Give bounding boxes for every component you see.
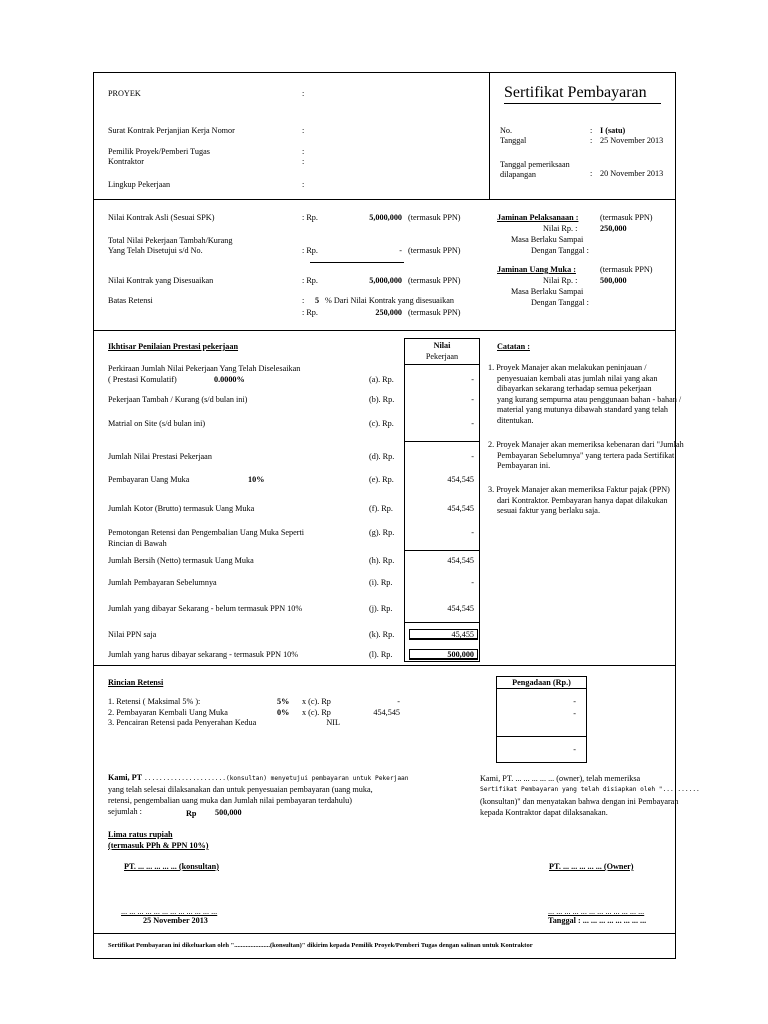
kontraktor-label: Kontraktor: [108, 157, 144, 166]
no-label: No.: [500, 126, 513, 135]
no-colon: :: [590, 126, 593, 135]
rincian-row-ref: x (c). Rp: [302, 697, 331, 706]
catatan-item-line: dari Kontraktor. Pembayaran hanya dapat dilakukan: [497, 495, 668, 505]
sum-line: [310, 262, 404, 263]
pengadaan-title: Pengadaan (Rp.): [512, 678, 571, 687]
ikhtisar-row-value: -: [471, 375, 474, 384]
surat-kontrak-colon: :: [302, 126, 305, 135]
ikhtisar-row-value: -: [471, 578, 474, 587]
kami-pt-label: Kami, PT: [108, 773, 142, 782]
tgl-periksa-value: 20 November 2013: [600, 169, 664, 178]
value-col-header: Nilai: [433, 341, 451, 350]
persetujuan-left-line-3: retensi, pengembalian uang muka dan Jumlah nilai pembayaran terdahulu): [108, 796, 352, 805]
tambah-value: -: [399, 246, 402, 255]
catatan-item-line: Pembayaran Sebelumnya" yang tertera pada Sertifikat: [497, 450, 675, 460]
batas-value: 250,000: [375, 308, 402, 317]
persetujuan-left-line-4: sejumlah :: [108, 807, 142, 816]
perkiraan-label: Perkiraan Jumlah Nilai Pekerjaan Yang Telah Diselesaikan: [108, 364, 301, 373]
rincian-row-ref: x (c). Rp: [302, 708, 331, 717]
ikhtisar-row-label-2: Rincian di Bawah: [108, 539, 167, 548]
terbilang: Lima ratus rupiah: [108, 830, 173, 839]
tgl-periksa-colon: :: [590, 169, 593, 178]
catatan-item-line: material yang mutunya dibawah standard yang telah: [497, 405, 668, 414]
kontraktor-colon: :: [302, 157, 305, 166]
rincian-row-label: 3. Pencairan Retensi pada Penyerahan Kedua: [108, 718, 257, 727]
footer-note: Sertifikat Pembayaran ini dikeluarkan oleh "......................(konsultan)" dikirim kepada Pemilik Proyek/Pemberi Tugas dengan salinan untuk Kontraktor: [108, 942, 533, 949]
value-col-right: [479, 338, 480, 661]
rp-value: 500,000: [215, 808, 242, 817]
tanggal-colon: :: [590, 136, 593, 145]
uang-muka-pct: 10%: [248, 475, 265, 484]
ikhtisar-row-value: -: [471, 419, 474, 428]
value-col-line-1: [404, 441, 480, 442]
rincian-row-label: 2. Pembayaran Kembali Uang Muka: [108, 708, 228, 717]
value-col-line-3: [404, 622, 480, 623]
rincian-row-value: NIL: [326, 718, 340, 727]
disesuaikan-label: Nilai Kontrak yang Disesuaikan: [108, 276, 214, 285]
ikhtisar-row-code: (h). Rp.: [369, 556, 395, 565]
ikhtisar-row-value: 454,545: [447, 504, 474, 513]
rincian-row-label: 1. Retensi ( Maksimal 5% ):: [108, 697, 201, 706]
jp-dengan: Dengan Tanggal :: [531, 246, 589, 255]
pengadaan-value-2: -: [573, 709, 576, 718]
jaminan-pelaksanaan-heading: Jaminan Pelaksanaan :: [497, 213, 579, 222]
batas-rp: : Rp.: [302, 308, 318, 317]
ikhtisar-row-value: 45,455: [451, 630, 474, 639]
divider-summary: [93, 665, 676, 666]
catatan-item-line: 2. Proyek Manajer akan memeriksa kebenaran dari "Jumlah: [488, 440, 684, 449]
tambah-label-2: Yang Telah Disetujui s/d No.: [108, 246, 203, 255]
surat-kontrak-label: Surat Kontrak Perjanjian Kerja Nomor: [108, 126, 235, 135]
signature-konsultan: PT. ... ... ... ... ... (konsultan): [124, 862, 219, 871]
ppn-value-box: [409, 629, 478, 640]
tambah-label: Total Nilai Pekerjaan Tambah/Kurang: [108, 236, 233, 245]
ikhtisar-row-code: (k). Rp.: [369, 630, 395, 639]
persetujuan-right-line-3: (konsultan)" dan menyatakan bahwa dengan ini Pembayaran: [480, 797, 679, 806]
catatan-item-line: 1. Proyek Manajer akan melakukan peninjauan /: [488, 363, 647, 372]
value-col-header-2: Pekerjaan: [425, 352, 459, 361]
ikhtisar-row-label: Jumlah Pembayaran Sebelumnya: [108, 578, 217, 587]
pemilik-label: Pemilik Proyek/Pemberi Tugas: [108, 147, 210, 156]
disesuaikan-rp: : Rp.: [302, 276, 318, 285]
nilai-asli-rp: : Rp.: [302, 213, 318, 222]
ikhtisar-row-label: Pembayaran Uang Muka: [108, 475, 190, 484]
jaminan-uang-muka-heading: Jaminan Uang Muka :: [497, 265, 576, 274]
catatan-item-line: sesuai faktur yang berlaku saja.: [497, 506, 600, 515]
ikhtisar-row-code: (b). Rp.: [369, 395, 395, 404]
ikhtisar-row-label: Pemotongan Retensi dan Pengembalian Uang Muka Seperti: [108, 528, 305, 537]
terbilang-note: (termasuk PPh & PPN 10%): [108, 841, 209, 850]
ikhtisar-row-label: Jumlah yang dibayar Sekarang - belum termasuk PPN 10%: [108, 604, 303, 613]
lingkup-label: Lingkup Pekerjaan: [108, 180, 171, 189]
rincian-row-value: -: [397, 697, 400, 706]
ikhtisar-row-value: -: [471, 395, 474, 404]
ikhtisar-row-value: 454,545: [447, 604, 474, 613]
batas-label: Batas Retensi: [108, 296, 153, 305]
persetujuan-right-line-1: Kami, PT. ... ... ... ... ... (owner), telah memeriksa: [480, 774, 641, 783]
nilai-asli-ppn: (termasuk PPN): [408, 213, 461, 222]
proyek-label: PROYEK: [108, 89, 141, 98]
rincian-row-pct: 5%: [277, 697, 290, 706]
divider-contract: [93, 330, 676, 331]
value-col-top: [404, 338, 480, 339]
value-col-line-2: [404, 550, 480, 551]
ikhtisar-row-label: Jumlah Nilai Prestasi Pekerjaan: [108, 452, 212, 461]
ikhtisar-row-value: -: [471, 528, 474, 537]
ikhtisar-row-value: 454,545: [447, 556, 474, 565]
nilai-asli-value: 5,000,000: [369, 213, 402, 222]
ikhtisar-row-code: (e). Rp.: [369, 475, 394, 484]
catatan-item-line: dibayarkan sekarang terhadap semua pekerjaan: [497, 384, 652, 393]
signature-date-right: Tanggal : ... ... ... ... ... ... ... ...: [548, 916, 647, 925]
pengadaan-header-line: [496, 688, 587, 689]
batas-text: % Dari Nilai Kontrak yang disesuaikan: [325, 296, 454, 305]
catatan-item-line: penyesuaian kembali atas jumlah nilai yang akan: [497, 373, 658, 383]
jp-ppn: (termasuk PPN): [600, 213, 653, 222]
rincian-row-pct: 0%: [277, 708, 290, 717]
batas-pct: 5: [315, 296, 320, 305]
ikhtisar-row-code: (f). Rp.: [369, 504, 393, 513]
ikhtisar-row-code: (j). Rp.: [369, 604, 393, 613]
persetujuan-left-intro: [108, 773, 409, 784]
ikhtisar-row-code: (d). Rp.: [369, 452, 395, 461]
ikhtisar-row-code: (g). Rp.: [369, 528, 395, 537]
proyek-colon: :: [302, 89, 305, 98]
signature-line-right: ... ... ... ... ... ... ... ... ... ... ... ...: [548, 907, 645, 916]
signature-owner: PT. ... ... ... ... ... (Owner): [549, 862, 634, 871]
total-value-box: [409, 649, 478, 660]
jum-ppn: (termasuk PPN): [600, 265, 653, 274]
konsultan-approve-text: ......................(konsultan) menyetujui pembayaran untuk Pekerjaan: [144, 775, 409, 782]
value-col-header-line: [404, 364, 480, 365]
persetujuan-left-line-2: yang telah selesai dilaksanakan dan untuk penyesuaian pembayaran (uang muka,: [108, 785, 373, 794]
signature-date-left: 25 November 2013: [143, 916, 208, 925]
divider-footer: [93, 933, 676, 934]
tgl-periksa-label-2: dilapangan: [500, 170, 536, 179]
no-value: I (satu): [600, 126, 626, 135]
signature-line-left: ... ... ... ... ... ... ... ... ... ... ... ...: [121, 907, 218, 916]
persetujuan-right-line-4: kepada Kontraktor dapat dilaksanakan.: [480, 808, 608, 817]
ikhtisar-row-label: Jumlah Kotor (Brutto) termasuk Uang Muka: [108, 504, 255, 513]
tgl-periksa-label: Tanggal pemeriksaan: [500, 160, 570, 169]
catatan-heading: Catatan :: [497, 342, 530, 351]
jum-masa: Masa Berlaku Sampai: [511, 287, 584, 296]
title-underline: [504, 103, 661, 104]
rp-label: Rp: [186, 809, 197, 818]
value-col-bottom: [404, 661, 480, 662]
batas-ppn: (termasuk PPN): [408, 308, 461, 317]
tanggal-value: 25 November 2013: [600, 136, 664, 145]
jum-nilai-label: Nilai Rp. :: [543, 276, 578, 285]
tambah-ppn: (termasuk PPN): [408, 246, 461, 255]
pengadaan-value-1: -: [573, 697, 576, 706]
tanggal-label: Tanggal: [500, 136, 527, 145]
ikhtisar-row-code: (a). Rp.: [369, 375, 394, 384]
rincian-row-value: 454,545: [373, 708, 400, 717]
ikhtisar-heading: Ikhtisar Penilaian Prestasi pekerjaan: [108, 342, 239, 351]
batas-colon: :: [302, 296, 305, 305]
ikhtisar-row-value: -: [471, 452, 474, 461]
jp-masa: Masa Berlaku Sampai: [511, 235, 584, 244]
jp-nilai-value: 250,000: [600, 224, 627, 233]
persetujuan-right-line-2: Sertifikat Pembayaran yang telah disiapkan oleh "..........: [480, 786, 700, 793]
ikhtisar-row-label: Jumlah yang harus dibayar sekarang - termasuk PPN 10%: [108, 650, 299, 659]
jp-nilai-label: Nilai Rp. :: [543, 224, 578, 233]
catatan-item-line: 3. Proyek Manajer akan memeriksa Faktur pajak (PPN): [488, 485, 670, 494]
ikhtisar-row-label: Jumlah Bersih (Netto) termasuk Uang Muka: [108, 556, 254, 565]
catatan-item-line: yang kurang sempurna atau penggunaan bahan - bahan /: [497, 394, 682, 404]
ikhtisar-row-value: 454,545: [447, 475, 474, 484]
ikhtisar-row-code: (l). Rp.: [369, 650, 393, 659]
pengadaan-value-3: -: [573, 745, 576, 754]
pemilik-colon: :: [302, 147, 305, 156]
pengadaan-mid-line: [496, 736, 587, 737]
ikhtisar-row-label: Matrial on Site (s/d bulan ini): [108, 419, 206, 428]
disesuaikan-ppn: (termasuk PPN): [408, 276, 461, 285]
perkiraan-label-2: ( Prestasi Komulatif): [108, 375, 177, 384]
tambah-rp: : Rp.: [302, 246, 318, 255]
ikhtisar-row-code: (i). Rp.: [369, 578, 393, 587]
value-col-left: [404, 338, 405, 661]
catatan-item-line: ditentukan.: [497, 415, 534, 425]
divider-header: [93, 199, 676, 200]
ikhtisar-row-label: Pekerjaan Tambah / Kurang (s/d bulan ini): [108, 395, 248, 404]
perkiraan-pct: 0.0000%: [214, 375, 245, 384]
ikhtisar-row-label: Nilai PPN saja: [108, 630, 157, 639]
catatan-item-line: Pembayaran ini.: [497, 461, 551, 470]
jum-dengan: Dengan Tanggal :: [531, 298, 589, 307]
disesuaikan-value: 5,000,000: [369, 276, 402, 285]
nilai-asli-label: Nilai Kontrak Asli (Sesuai SPK): [108, 213, 215, 222]
lingkup-colon: :: [302, 180, 305, 189]
page-title: Sertifikat Pembayaran: [504, 84, 647, 101]
ikhtisar-row-code: (c). Rp.: [369, 419, 394, 428]
ikhtisar-row-value: 500,000: [447, 650, 474, 659]
rincian-heading: Rincian Retensi: [108, 678, 164, 687]
jum-nilai-value: 500,000: [600, 276, 627, 285]
header-vertical-divider: [489, 72, 490, 199]
